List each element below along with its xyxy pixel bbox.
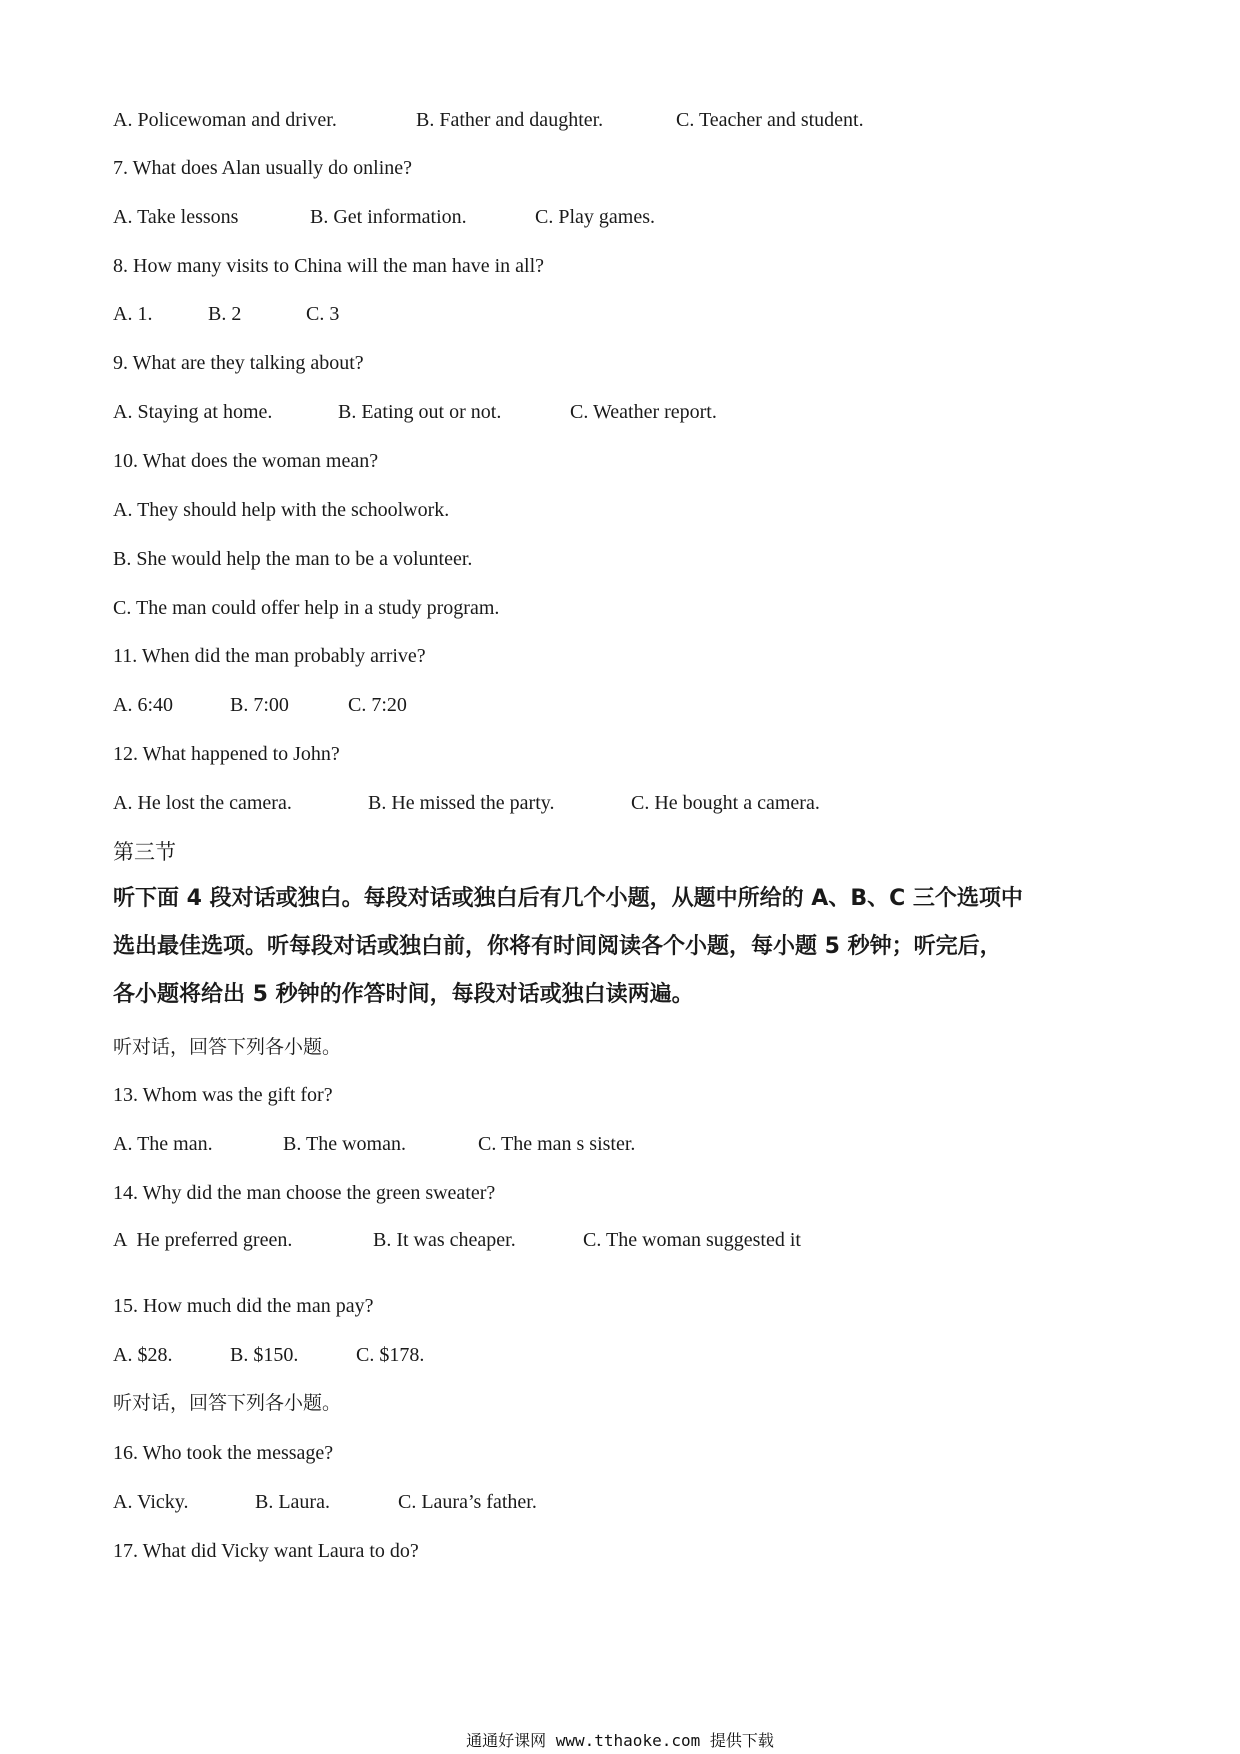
q8-option-c: C. 3 <box>306 303 340 325</box>
q12-option-a: A. He lost the camera. <box>113 792 292 814</box>
q11-question: 11. When did the man probably arrive? <box>113 645 426 667</box>
q17-question: 17. What did Vicky want Laura to do? <box>113 1540 419 1562</box>
dialog-prompt-1: 听对话，回答下列各小题。 <box>113 1036 342 1058</box>
page-footer: 通通好课网 www.tthaoke.com 提供下载 <box>466 1731 774 1750</box>
q15-question: 15. How much did the man pay? <box>113 1295 374 1317</box>
q13-option-a: A. The man. <box>113 1133 213 1155</box>
q10-option-a: A. They should help with the schoolwork. <box>113 499 450 521</box>
q7-option-a: A. Take lessons <box>113 206 239 228</box>
section-instructions-line-3: 各小题将给出 5 秒钟的作答时间，每段对话或独白读两遍。 <box>113 982 694 1007</box>
q7-option-c: C. Play games. <box>535 206 655 228</box>
dialog-prompt-2: 听对话，回答下列各小题。 <box>113 1392 342 1414</box>
q13-question: 13. Whom was the gift for? <box>113 1084 333 1106</box>
q7-option-b: B. Get information. <box>310 206 467 228</box>
q13-option-b: B. The woman. <box>283 1133 406 1155</box>
q6-option-c: C. Teacher and student. <box>676 109 864 131</box>
q14-option-a: A He preferred green. <box>113 1229 293 1251</box>
q14-option-c: C. The woman suggested it <box>583 1229 801 1251</box>
q7-question: 7. What does Alan usually do online? <box>113 157 413 179</box>
q9-option-a: A. Staying at home. <box>113 401 273 423</box>
q14-question: 14. Why did the man choose the green sweater? <box>113 1182 496 1204</box>
q16-option-c: C. Laura’s father. <box>398 1491 537 1513</box>
q9-option-b: B. Eating out or not. <box>338 401 502 423</box>
q12-option-c: C. He bought a camera. <box>631 792 820 814</box>
q8-option-b: B. 2 <box>208 303 242 325</box>
q16-option-b: B. Laura. <box>255 1491 330 1513</box>
q11-option-a: A. 6:40 <box>113 694 173 716</box>
section-instructions-line-2: 选出最佳选项。听每段对话或独白前，你将有时间阅读各个小题，每小题 5 秒钟；听完后， <box>113 934 1002 959</box>
q9-option-c: C. Weather report. <box>570 401 717 423</box>
q12-option-b: B. He missed the party. <box>368 792 555 814</box>
q16-question: 16. Who took the message? <box>113 1442 334 1464</box>
q6-option-b: B. Father and daughter. <box>416 109 604 131</box>
q10-option-c: C. The man could offer help in a study program. <box>113 597 500 619</box>
q11-option-b: B. 7:00 <box>230 694 289 716</box>
q15-option-b: B. $150. <box>230 1344 299 1366</box>
q6-option-a: A. Policewoman and driver. <box>113 109 337 131</box>
q9-question: 9. What are they talking about? <box>113 352 364 374</box>
q12-question: 12. What happened to John? <box>113 743 340 765</box>
section-instructions-line-1: 听下面 4 段对话或独白。每段对话或独白后有几个小题，从题中所给的 A、B、C 三个选项中 <box>113 886 1023 911</box>
q10-option-b: B. She would help the man to be a volunteer. <box>113 548 473 570</box>
q15-option-c: C. $178. <box>356 1344 425 1366</box>
q8-option-a: A. 1. <box>113 303 153 325</box>
q13-option-c: C. The man s sister. <box>478 1133 636 1155</box>
q16-option-a: A. Vicky. <box>113 1491 189 1513</box>
section-title: 第三节 <box>113 840 176 864</box>
q10-question: 10. What does the woman mean? <box>113 450 379 472</box>
q15-option-a: A. $28. <box>113 1344 173 1366</box>
q8-question: 8. How many visits to China will the man have in all? <box>113 255 545 277</box>
q14-option-b: B. It was cheaper. <box>373 1229 516 1251</box>
q11-option-c: C. 7:20 <box>348 694 407 716</box>
